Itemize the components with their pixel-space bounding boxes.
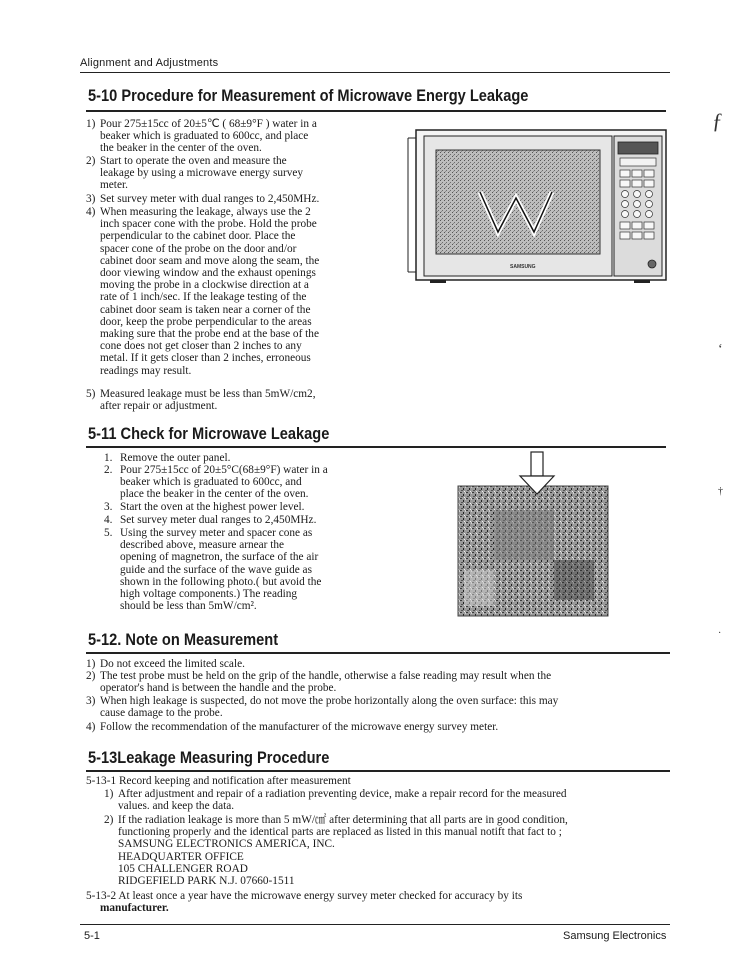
item-text: guide and the surface of the wave guide as: [120, 563, 312, 576]
scan-mark: †: [718, 486, 723, 497]
section-5-10-rule: [86, 110, 666, 112]
item-number: 3.: [104, 501, 113, 513]
list-item: [86, 695, 558, 719]
item-number: 2): [86, 670, 96, 682]
item-text: 5-13-2 At least once a year have the microwave energy survey meter checked for accuracy by its: [86, 890, 523, 902]
subsection-heading: 5-13-1 Record keeping and notification after measurement: [86, 775, 351, 787]
item-text: values. and keep the data.: [118, 800, 235, 813]
item-text: HEADQUARTER OFFICE: [118, 850, 244, 863]
item-text: When high leakage is suspected, do not move the probe horizontally along the oven surface: this may: [100, 695, 559, 707]
item-number: 2): [86, 155, 96, 167]
list-item: [86, 118, 317, 155]
item-text: inch spacer cone with the probe. Hold the probe: [100, 218, 317, 231]
list-item: [86, 206, 319, 377]
item-text: Pour 275±15cc of 20±5°C(68±9°F) water in a: [120, 464, 328, 476]
list-item: [86, 670, 551, 694]
section-5-12-title: 5-12. Note on Measurement: [88, 630, 279, 649]
item-text: cone does not get closer than 2 inches to any: [100, 340, 302, 353]
item-text: perpendicular to the cabinet door. Place the: [100, 230, 296, 243]
item-text: Set survey meter with dual ranges to 2,450MHz.: [100, 193, 320, 205]
section-5-11-title: 5-11 Check for Microwave Leakage: [88, 424, 330, 443]
list-item: [86, 721, 498, 733]
item-text: opening of magnetron, the surface of the air: [120, 551, 319, 564]
scan-mark: ·: [718, 628, 722, 639]
item-text: should be less than 5mW/cm².: [120, 600, 257, 613]
magnetron-photo-figure: [454, 450, 614, 620]
item-text: the beaker in the center of the oven.: [100, 142, 262, 155]
list-item: [104, 788, 567, 812]
item-text: After adjustment and repair of a radiation preventing device, make a repair record for the measured: [118, 788, 567, 800]
item-number: 2): [104, 814, 114, 826]
item-text: Start to operate the oven and measure the: [100, 155, 287, 167]
item-number: 5.: [104, 527, 113, 539]
item-text: Set survey meter dual ranges to 2,450MHz.: [120, 514, 317, 526]
item-text: cause damage to the probe.: [100, 707, 223, 720]
footer-company: Samsung Electronics: [563, 930, 667, 942]
item-text: described above, measure arnear the: [120, 539, 285, 552]
item-number: 3): [86, 695, 96, 707]
item-text: rate of 1 inch/sec. If the leakage testing of the: [100, 291, 307, 304]
list-item: [104, 527, 321, 612]
item-number: 4): [86, 721, 96, 733]
section-5-10-title: 5-10 Procedure for Measurement of Microwave Energy Leakage: [88, 86, 529, 105]
item-text: Measured leakage must be less than 5mW/cm2,: [100, 388, 316, 400]
page-number: 5-1: [84, 930, 100, 942]
item-text: place the beaker in the center of the oven.: [120, 488, 309, 501]
item-text: RIDGEFIELD PARK N.J. 07660-1511: [118, 875, 295, 888]
item-number: 2.: [104, 464, 113, 476]
item-text: making sure that the probe end at the base of the: [100, 328, 319, 341]
item-number: 3): [86, 193, 96, 205]
list-item: [104, 464, 328, 501]
item-text: door viewing window and the exhaust openings: [100, 267, 316, 280]
item-text: spacer cone of the probe on the door and/or: [100, 242, 297, 255]
item-text: beaker which is graduated to 600cc, and: [120, 476, 302, 489]
item-text: after repair or adjustment.: [100, 400, 218, 413]
item-text: 105 CHALLENGER ROAD: [118, 862, 248, 875]
item-text: moving the probe in a clockwise direction at a: [100, 279, 309, 292]
item-text: high voltage components.) The reading: [120, 588, 298, 601]
item-text: cabinet door seam is taken near a corner of the: [100, 303, 311, 316]
item-text: shown in the following photo.( but avoid the: [120, 575, 322, 588]
item-number: 1): [104, 788, 114, 800]
item-text: When measuring the leakage, always use the 2: [100, 206, 311, 218]
item-text: Using the survey meter and spacer cone as: [120, 527, 313, 539]
item-text: functioning properly and the identical parts are replaced as listed in this manual notift that fact to ;: [118, 826, 562, 839]
item-text: readings may result.: [100, 364, 192, 377]
item-text: beaker which is graduated to 600cc, and place: [100, 130, 309, 143]
scan-mark: ‘: [718, 342, 723, 357]
item-text: door, keep the probe perpendicular to the areas: [100, 315, 312, 328]
item-number: 5): [86, 388, 96, 400]
item-text: If the radiation leakage is more than 5 mW/㎠ after determining that all parts are in good condition,: [118, 814, 568, 826]
item-text: meter.: [100, 179, 128, 192]
list-item: [86, 193, 319, 205]
item-text: Pour 275±15cc of 20±5℃ ( 68±9°F ) water in a: [100, 118, 317, 130]
item-text: operator's hand is between the handle and the probe.: [100, 682, 337, 695]
item-text: leakage by using a microwave energy survey: [100, 167, 304, 180]
item-number: 1.: [104, 452, 113, 464]
item-text: The test probe must be held on the grip of the handle, otherwise a false reading may result when the: [100, 670, 552, 682]
section-5-12-rule: [86, 652, 670, 654]
list-item: [86, 658, 245, 670]
item-number: 1): [86, 658, 96, 670]
list-item: [104, 452, 230, 464]
item-number: 1): [86, 118, 96, 130]
list-item: [104, 814, 568, 887]
oven-brand-label: SAMSUNG: [510, 264, 536, 270]
header-rule: [80, 72, 670, 73]
item-text: manufacturer.: [100, 902, 169, 915]
section-5-13-title: 5-13Leakage Measuring Procedure: [88, 748, 330, 767]
item-text: metal. If it gets closer than 2 inches, erroneous: [100, 352, 311, 365]
item-text: Follow the recommendation of the manufacturer of the microwave energy survey meter.: [100, 721, 499, 733]
subsection-5-13-2: [86, 890, 522, 914]
footer-rule: [80, 924, 670, 925]
item-text: cabinet door seam and move along the seam, the: [100, 254, 320, 267]
item-text: Start the oven at the highest power level.: [120, 501, 305, 513]
item-text: SAMSUNG ELECTRONICS AMERICA, INC.: [118, 838, 335, 851]
scan-mark: ƒ: [712, 108, 723, 133]
list-item: [104, 514, 316, 526]
item-text: Do not exceed the limited scale.: [100, 658, 245, 670]
section-5-11-rule: [86, 446, 666, 448]
item-text: Remove the outer panel.: [120, 452, 231, 464]
list-item: [104, 501, 304, 513]
item-number: 4): [86, 206, 96, 218]
list-item: [86, 388, 316, 412]
microwave-oven-figure: [402, 122, 670, 290]
item-number: 4.: [104, 514, 113, 526]
section-5-13-rule: [86, 770, 670, 772]
list-item: [86, 155, 303, 192]
running-header: Alignment and Adjustments: [80, 57, 219, 69]
